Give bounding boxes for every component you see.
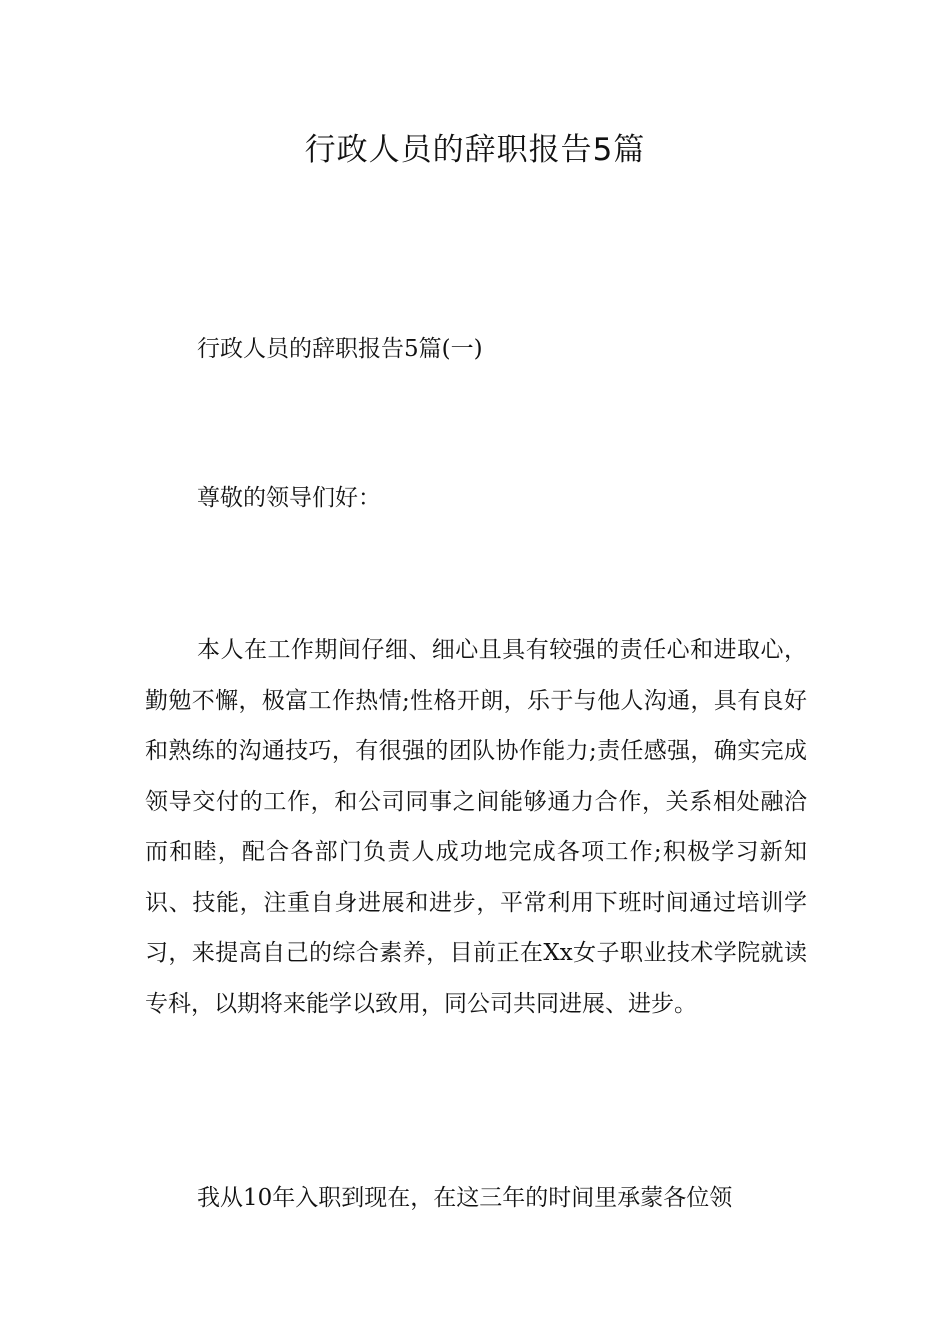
body-paragraph: 我从10年入职到现在，在这三年的时间里承蒙各位领 xyxy=(197,1185,733,1211)
salutation: 尊敬的领导们好： xyxy=(197,485,381,511)
document-title: 行政人员的辞职报告5篇 xyxy=(304,132,646,168)
section-subtitle: 行政人员的辞职报告5篇(一) xyxy=(197,336,483,362)
body-paragraph: 本人在工作期间仔细、细心且具有较强的责任心和进取心，勤勉不懈，极富工作热情;性格开朗，乐于与他人沟通，具有良好和熟练的沟通技巧，有很强的团队协作能力;责任感强，确实完成领导交付的工作，和公司同事之间能够通力合作，关系相处融洽而和睦，配合各部门负责人成功地完成各项工作;积极学习新知识、技能，注重自身进展和进步，平常利用下班时间通过培训学习，来提高自己的综合素养，目前正在Xx女子职业技术学院就读专科，以期将来能学以致用，同公司共同进展、进步。 xyxy=(145,637,807,1017)
